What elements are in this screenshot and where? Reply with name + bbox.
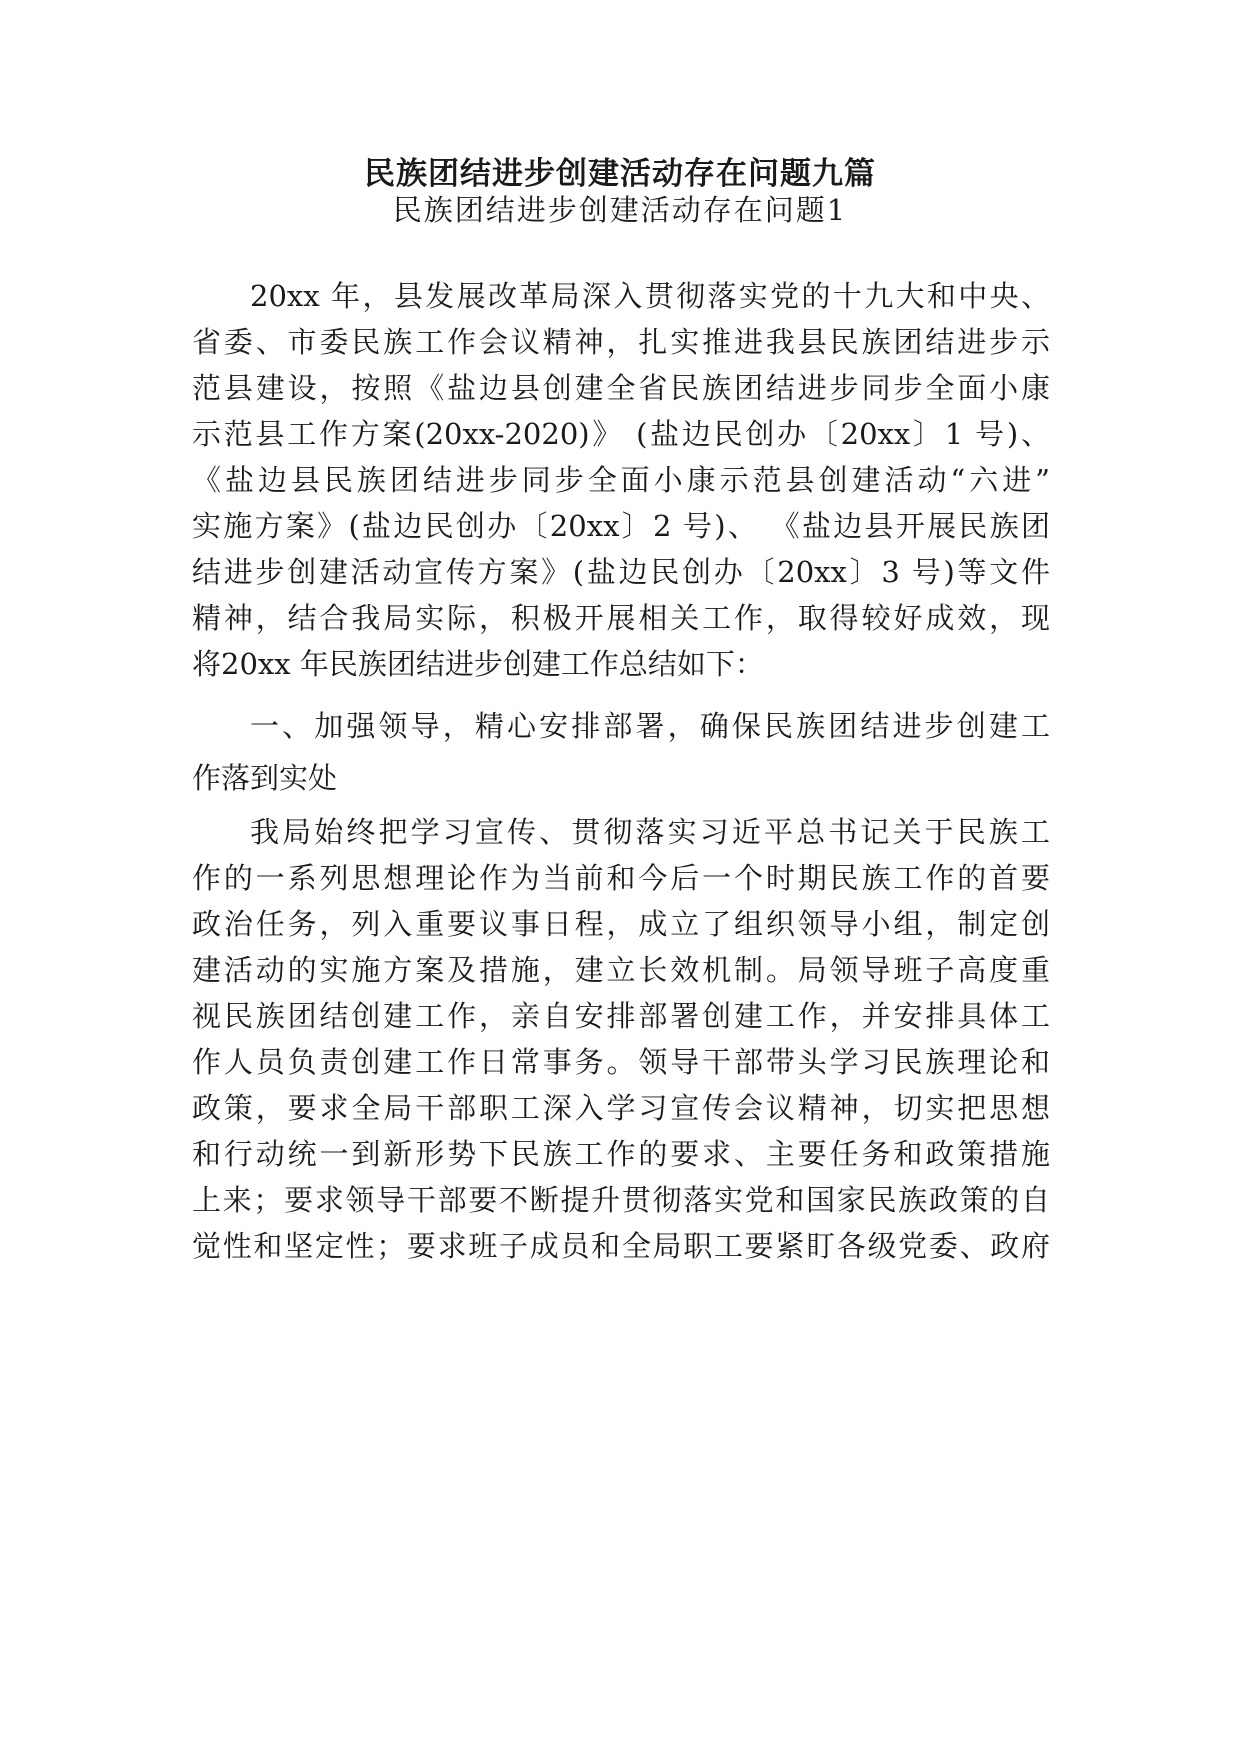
text-line: 政治任务，列入重要议事日程，成立了组织领导小组，制定创 [192, 907, 1050, 941]
text-line: 实施方案》(盐边民创办〔20xx〕2 号)、 《盐边县开展民族团 [192, 509, 1050, 543]
text-line: 结进步创建活动宣传方案》(盐边民创办〔20xx〕3 号)等文件 [192, 555, 1050, 589]
text-line: 和行动统一到新形势下民族工作的要求、主要任务和政策措施 [192, 1137, 1050, 1171]
text-line: 上来；要求领导干部要不断提升贯彻落实党和国家民族政策的自 [192, 1183, 1050, 1217]
text-line: 范县建设，按照《盐边县创建全省民族团结进步同步全面小康 [192, 371, 1050, 405]
text-line: 省委、市委民族工作会议精神，扎实推进我县民族团结进步示 [192, 325, 1050, 359]
text-line: 建活动的实施方案及措施，建立长效机制。局领导班子高度重 [192, 953, 1050, 987]
document-subtitle: 民族团结进步创建活动存在问题1 [392, 193, 848, 227]
heading-line: 作落到实处 [192, 761, 338, 795]
text-line: 觉性和坚定性；要求班子成员和全局职工要紧盯各级党委、政府 [192, 1229, 1050, 1263]
text-line: 《盐边县民族团结进步同步全面小康示范县创建活动“六进” [192, 463, 1050, 497]
text-line: 作人员负责创建工作日常事务。领导干部带头学习民族理论和 [192, 1045, 1050, 1079]
text-line: 将20xx 年民族团结进步创建工作总结如下： [192, 647, 764, 681]
heading-line: 一、加强领导，精心安排部署，确保民族团结进步创建工 [250, 709, 1050, 743]
text-line: 作的一系列思想理论作为当前和今后一个时期民族工作的首要 [192, 861, 1050, 895]
text-line: 精神，结合我局实际，积极开展相关工作，取得较好成效，现 [192, 601, 1050, 635]
document-title: 民族团结进步创建活动存在问题九篇 [364, 156, 876, 192]
text-line: 示范县工作方案(20xx-2020)》 (盐边民创办〔20xx〕1 号)、 [192, 417, 1050, 451]
text-line: 我局始终把学习宣传、贯彻落实习近平总书记关于民族工 [250, 815, 1050, 849]
text-line: 政策，要求全局干部职工深入学习宣传会议精神，切实把思想 [192, 1091, 1050, 1125]
text-line: 视民族团结创建工作，亲自安排部署创建工作，并安排具体工 [192, 999, 1050, 1033]
text-line: 20xx 年，县发展改革局深入贯彻落实党的十九大和中央、 [250, 279, 1050, 313]
